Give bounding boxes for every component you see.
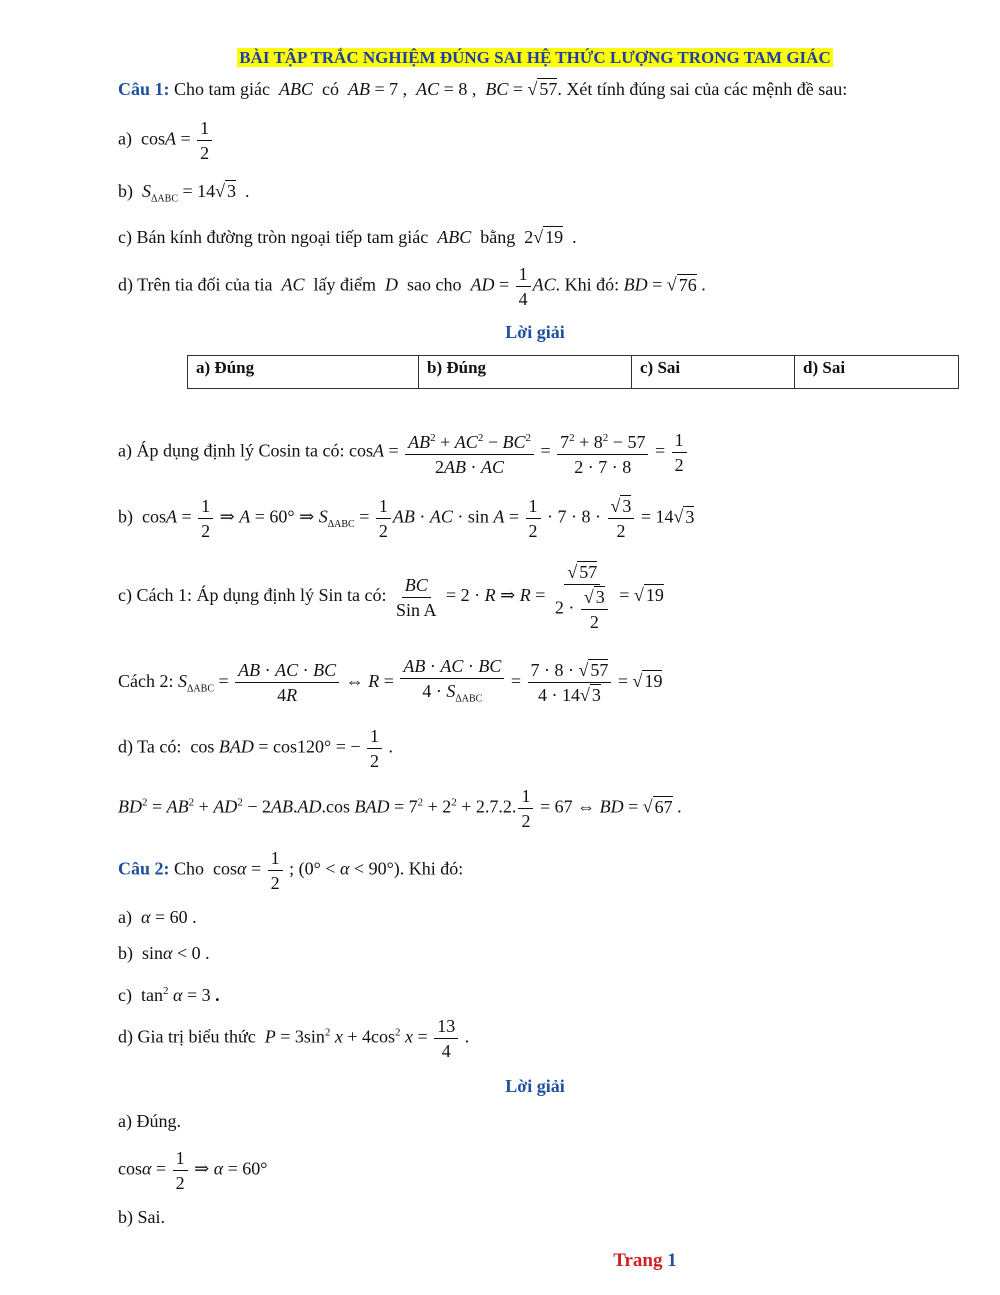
answer-table bbox=[187, 355, 959, 389]
question-2-option-a: a) α = 60 . bbox=[118, 907, 197, 927]
solution-1d-line-2: $BD^2 = AB^2 + AD^2 - 2AB.AD.\cos$ BAD = $7^2 + 2^2 + 2.7.2$. $\frac{1}{2}$ = 67 ⇔ BD = √ 67 . bbox=[118, 786, 682, 831]
solution-heading-2: Lời giải bbox=[505, 1076, 565, 1096]
page-number: 1 bbox=[667, 1250, 677, 1271]
footer-word: Trang bbox=[613, 1250, 663, 1271]
question-1-stem: Câu 1: Cho tam giác ABC có AB = 7 , AC = 8 , BC = √ 57. Xét tính đúng sai của các mệnh đề sau: bbox=[118, 79, 848, 99]
solution-2a-work: cosα = $\frac{1}{2}$ ⇒ α = 60° bbox=[118, 1148, 268, 1193]
page-title: BÀI TẬP TRẮC NGHIỆM ĐÚNG SAI HỆ THỨC LƯỢNG TRONG TAM GIÁC bbox=[239, 48, 831, 67]
solution-1c-method-2: Cách 2: $S_{\Delta ABC}$ = $\frac{AB \cdot AC \cdot BC}{4R}$ ⇔ R = $\frac{AB \cdot AC \cdot BC}{4 \cdot S_{\Delta ABC}}$ = $\frac{7 \cdot 8 \cdot √ 57}{4 \cdot 14√ 3}$ = √ 19 bbox=[118, 656, 663, 706]
solution-2a-verdict: a) Đúng. bbox=[118, 1111, 181, 1131]
question-1-option-a: a) cosA = $\frac{1}{2}$ bbox=[118, 116, 214, 165]
solution-1d-line-1: d) Ta có: cos BAD = cos120° = − $\frac{1}{2}$ . bbox=[118, 726, 394, 771]
solution-2b-verdict: b) Sai. bbox=[118, 1207, 165, 1227]
question-1-option-c: c) Bán kính đường tròn ngoại tiếp tam giác ABC bằng 2√ 19 . bbox=[118, 227, 577, 247]
question-2-option-c: c) $\tan^2 \alpha = 3$ . bbox=[118, 985, 220, 1005]
question-2-option-b: b) sinα < 0 . bbox=[118, 943, 210, 963]
question-2-option-d: d) Gia trị biểu thức $P = 3\sin^2$ $x + 4\cos^2$ x = $\frac{13}{4}$ . bbox=[118, 1016, 470, 1061]
answer-b: b) Đúng bbox=[419, 356, 632, 389]
solution-1b: b) cosA = $\frac{1}{2}$ ⇒ A = 60° ⇒ $S_{\Delta ABC}$ = $\frac{1}{2}$ AB · AC · sin A = $\frac{1}{2}$ · 7 · 8 · $\frac{√ 3}{2}$ = 14√ 3 bbox=[118, 496, 695, 541]
page-footer bbox=[0, 1250, 1000, 1272]
solution-heading-1: Lời giải bbox=[505, 322, 565, 342]
answer-d: d) Sai bbox=[795, 356, 959, 389]
solution-1c-method-1: c) Cách 1: Áp dụng định lý Sin ta có: $\frac{BC}{\text{Sin A}}$ = 2 · R ⇒ R = √ 57 2 · $\frac{√ 3}{2}$ = √ 19 bbox=[118, 562, 664, 632]
solution-1a: a) Áp dụng định lý Cosin ta có: cosA = $\frac{AB^2 + AC^2 - BC^2}{2AB \cdot AC}$ = $\frac{7^2 + 8^2 - 57}{2 \cdot 7 \cdot 8}$ = $\frac{1}{2}$ bbox=[118, 426, 689, 479]
answer-c: c) Sai bbox=[632, 356, 795, 389]
answer-a: a) Đúng bbox=[188, 356, 419, 389]
question-1-option-b: b) $S_{\Delta ABC} = 14√$ 3 . bbox=[118, 181, 250, 205]
question-2-stem: Câu 2: Cho cosα = $\frac{1}{2}$ ; (0° < α < 90°). Khi đó: bbox=[118, 848, 464, 893]
question-1-option-d: d) Trên tia đối của tia AC lấy điểm D sao cho AD = $\frac{1}{4}$ AC. Khi đó: BD = √ 76 . bbox=[118, 264, 706, 309]
